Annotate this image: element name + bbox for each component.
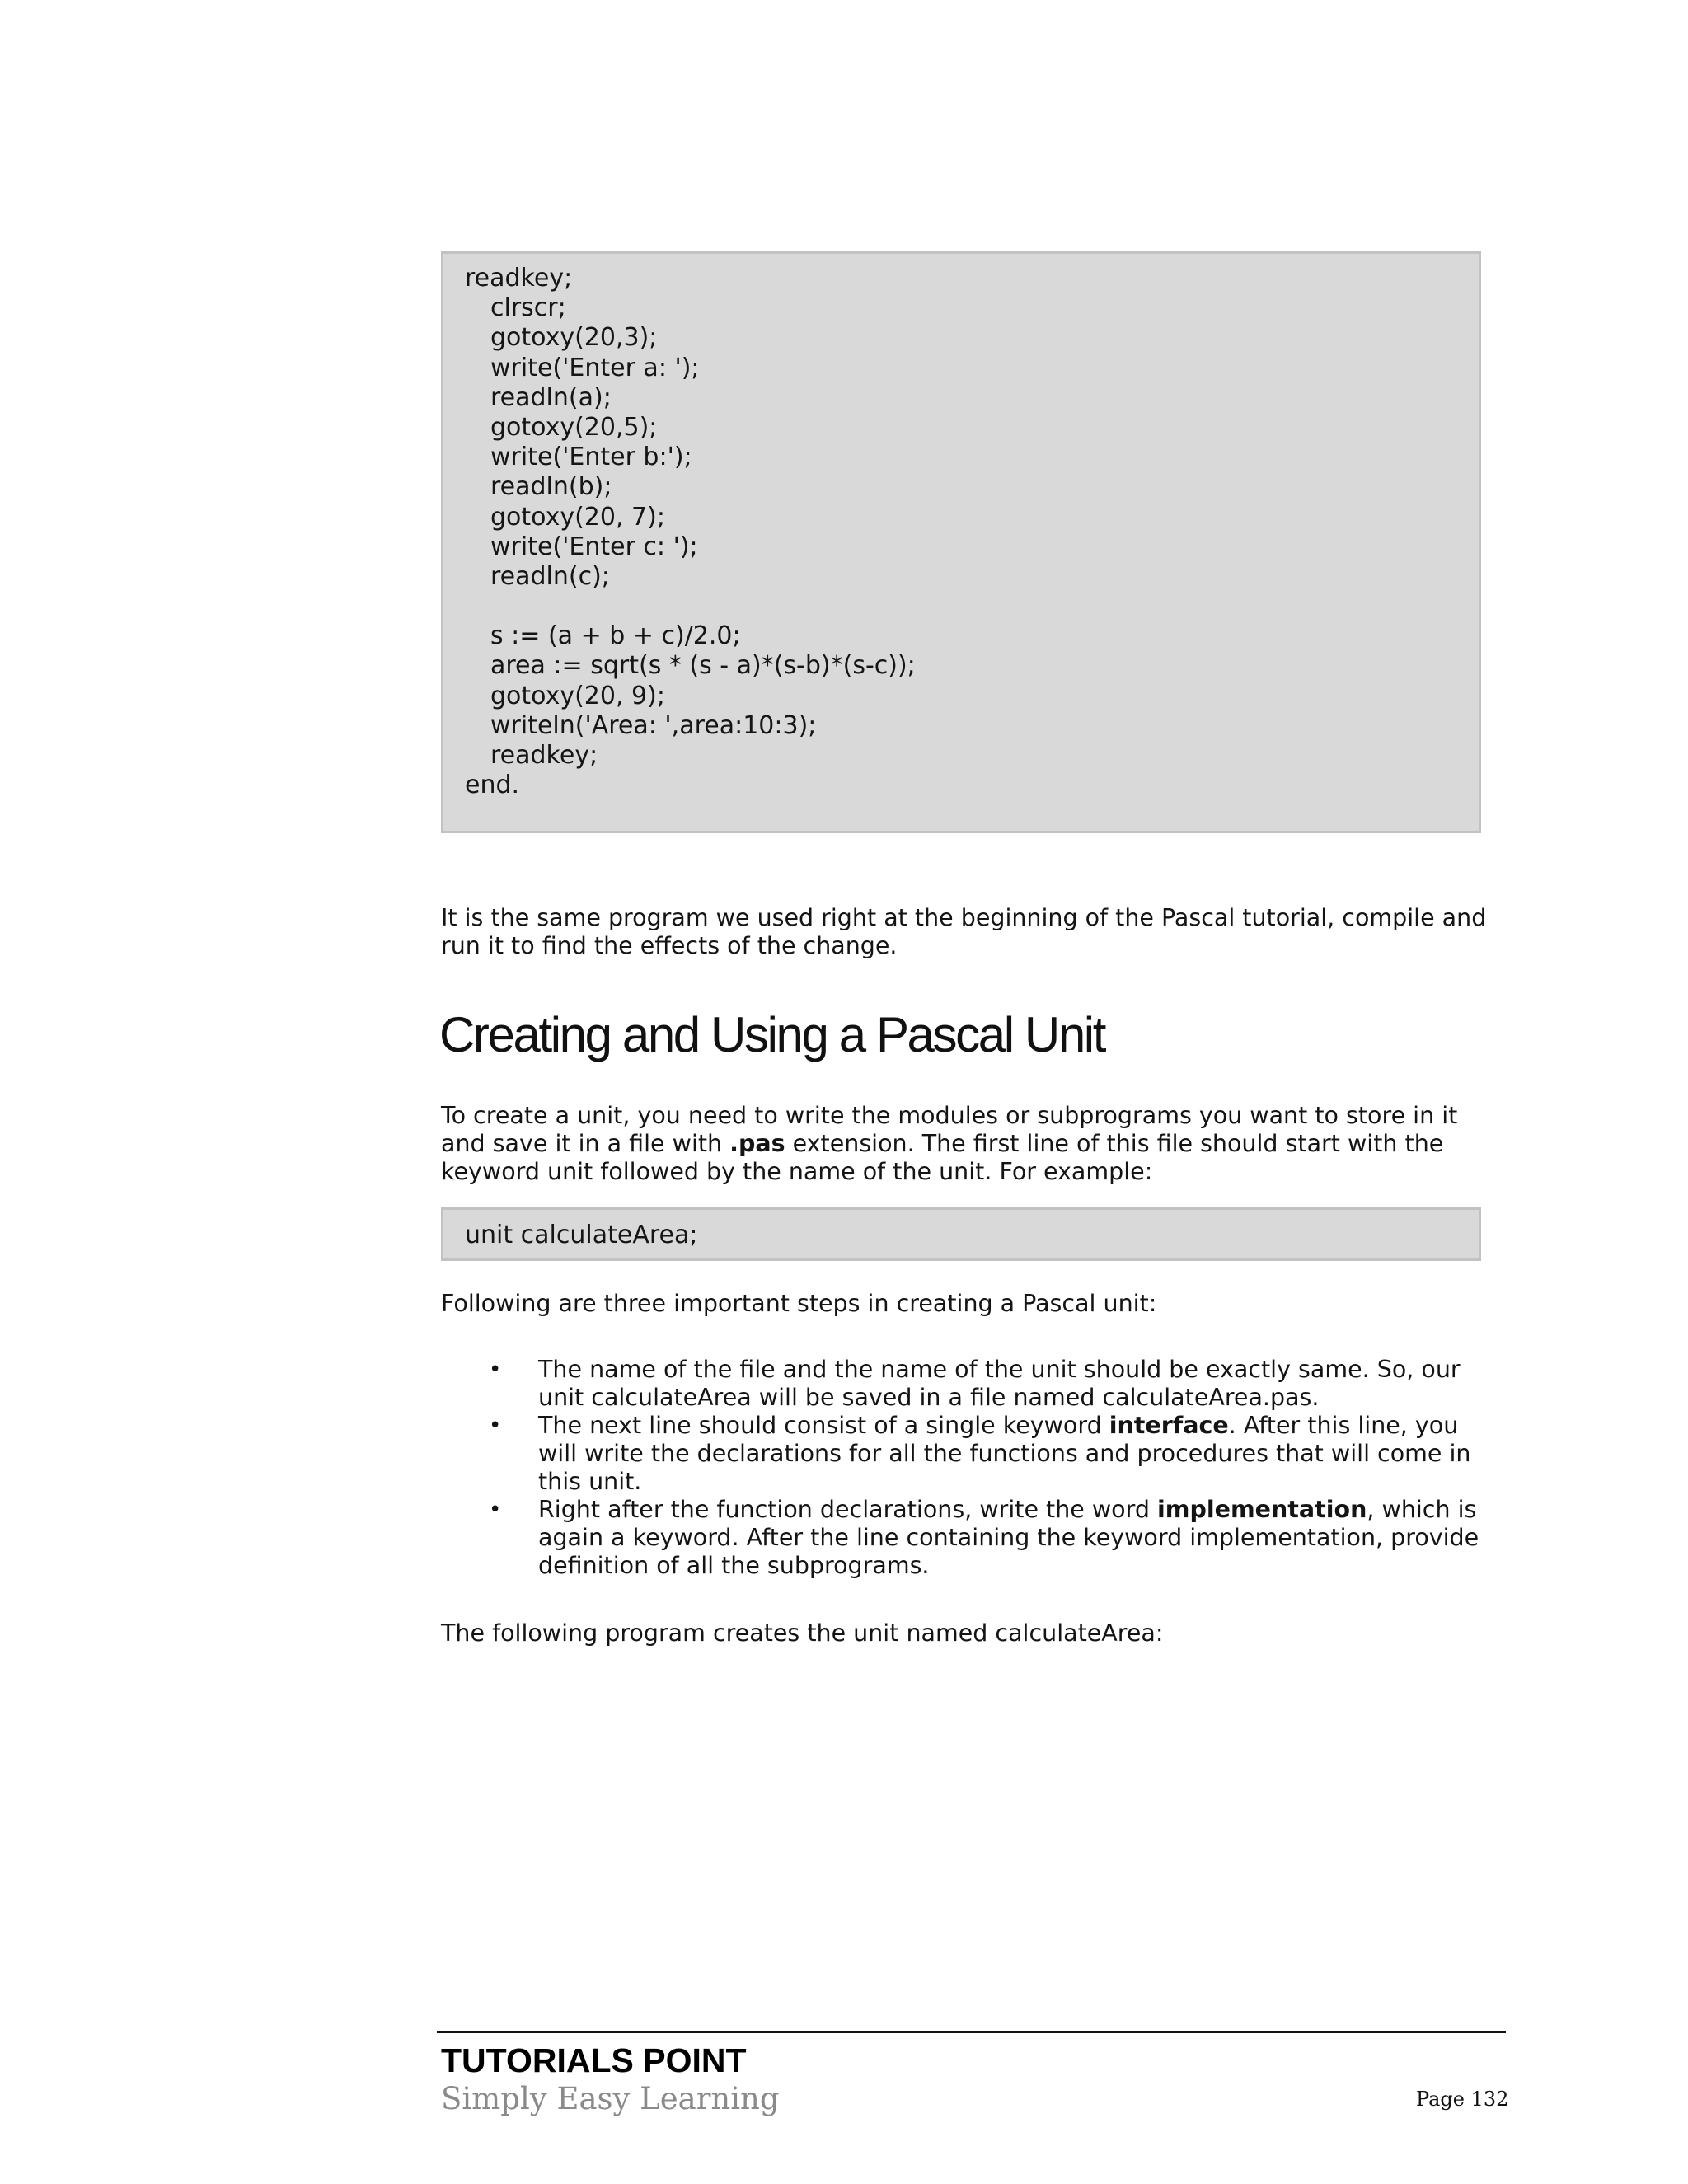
code-line: readln(a); bbox=[490, 382, 612, 412]
code-line: gotoxy(20,3); bbox=[490, 323, 658, 353]
footer-brand: TUTORIALS POINT bbox=[441, 2041, 747, 2079]
paragraph-program-note: It is the same program we used right at the beginning of the Pascal tutorial, compile and run it to find the effects of the change. bbox=[441, 904, 1487, 959]
code-line: unit calculateArea; bbox=[465, 1221, 698, 1249]
bullet-icon: • bbox=[489, 1413, 502, 1438]
code-line: readkey; bbox=[490, 741, 598, 770]
code-line: readln(b); bbox=[490, 472, 612, 502]
paragraph-unit-intro bbox=[441, 1102, 1488, 1186]
list-item-text: . After this line, you will write the declarations for all the functions and procedures that will come in this unit. bbox=[538, 1412, 1471, 1495]
code-line: gotoxy(20, 9); bbox=[490, 681, 665, 710]
list-item bbox=[441, 1496, 1504, 1580]
code-line: area := sqrt(s * (s - a)*(s-b)*(s-c)); bbox=[490, 651, 916, 681]
code-line: readkey; bbox=[465, 264, 573, 293]
code-line: gotoxy(20,5); bbox=[490, 412, 658, 442]
list-item-text: The name of the file and the name of the unit should be exactly same. So, our unit calculateArea will be saved in a file named calculateArea.pas. bbox=[538, 1356, 1461, 1411]
code-line: end. bbox=[465, 771, 520, 800]
list-item bbox=[441, 1412, 1504, 1496]
code-line: readln(c); bbox=[490, 561, 610, 591]
paragraph-text: To create a unit, you need to write the modules or subprograms you want to store in it and save it in a file with bbox=[441, 1102, 1458, 1157]
code-line: write('Enter a: '); bbox=[490, 353, 700, 382]
bold-keyword-pas: .pas bbox=[729, 1130, 785, 1157]
code-line: gotoxy(20, 7); bbox=[490, 502, 665, 532]
code-line-blank bbox=[465, 592, 1479, 621]
paragraph-text: extension. The first line of this file should start with the keyword unit followed by the name of the unit. For example: bbox=[441, 1130, 1444, 1185]
bullet-icon: • bbox=[489, 1497, 502, 1522]
bullet-icon: • bbox=[489, 1357, 502, 1382]
list-item bbox=[441, 1356, 1504, 1412]
steps-list bbox=[441, 1356, 1504, 1580]
footer-tagline: Simply Easy Learning bbox=[441, 2081, 780, 2116]
paragraph-steps-intro: Following are three important steps in creating a Pascal unit: bbox=[441, 1290, 1157, 1317]
code-line: s := (a + b + c)/2.0; bbox=[490, 621, 741, 651]
bold-keyword-interface: interface bbox=[1109, 1412, 1229, 1439]
code-line: writeln('Area: ',area:10:3); bbox=[490, 710, 817, 740]
list-item-text: The next line should consist of a single keyword bbox=[538, 1412, 1109, 1439]
page-number: Page 132 bbox=[1416, 2088, 1509, 2111]
list-item-text: , which is again a keyword. After the line containing the keyword implementation, provide definition of all the subprograms. bbox=[538, 1496, 1479, 1579]
section-heading: Creating and Using a Pascal Unit bbox=[439, 1007, 1104, 1062]
footer-divider bbox=[437, 2031, 1506, 2033]
list-item-text: Right after the function declarations, write the word bbox=[538, 1496, 1157, 1523]
code-line: clrscr; bbox=[490, 293, 566, 323]
code-block-unit bbox=[441, 1207, 1481, 1261]
bold-keyword-implementation: implementation bbox=[1156, 1496, 1367, 1523]
code-line: write('Enter c: '); bbox=[490, 532, 698, 561]
code-line: write('Enter b:'); bbox=[490, 443, 692, 472]
code-block-program bbox=[441, 251, 1481, 833]
paragraph-program-intro: The following program creates the unit named calculateArea: bbox=[441, 1619, 1164, 1647]
